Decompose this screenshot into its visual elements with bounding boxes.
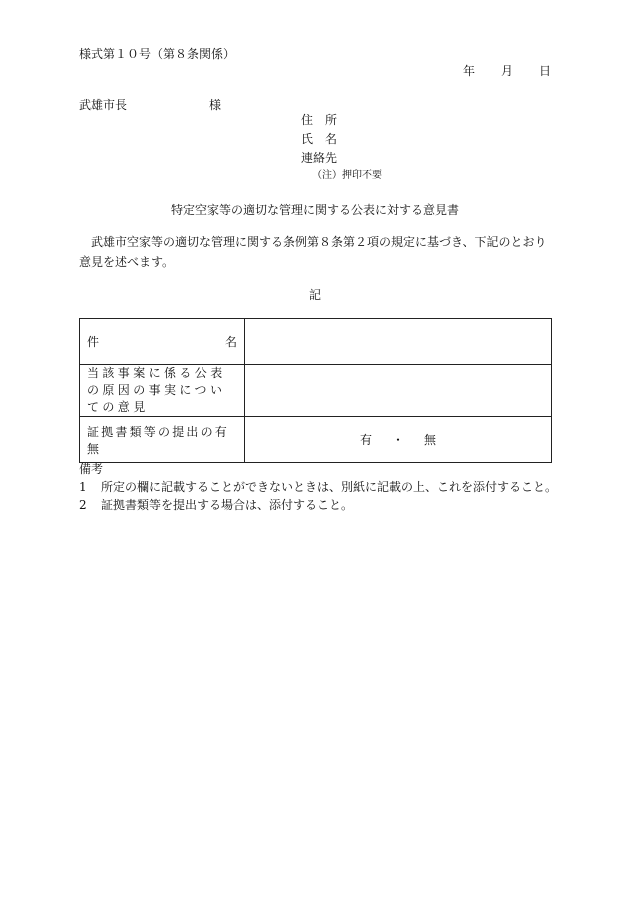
remarks-heading: 備考 [79, 462, 104, 476]
addressee [79, 96, 221, 113]
addressee-name: 武雄市長 [79, 98, 128, 112]
remark-text: 証拠書類等を提出する場合は、添付すること。 [101, 498, 354, 512]
date-month-label: 月 [501, 64, 514, 78]
list-item [79, 496, 557, 514]
remark-text: 所定の欄に記載することができないときは、別紙に記載の上、これを添付すること。 [101, 480, 558, 494]
date-day-label: 日 [539, 64, 552, 78]
form-number: 様式第１０号（第８条関係） [79, 47, 236, 61]
table-row [80, 319, 552, 365]
evidence-label: 証拠書類等の提出の有無 [87, 424, 230, 456]
subject-label-cell [80, 319, 245, 365]
list-item [79, 478, 557, 496]
document-title: 特定空家等の適切な管理に関する公表に対する意見書 [170, 203, 459, 217]
date-year-label: 年 [463, 64, 476, 78]
table-row [80, 417, 552, 463]
remark-number: 1 [79, 480, 87, 494]
opinion-label: 当該事案に係る公表の原因の事実についての意見 [87, 366, 226, 414]
remark-number: 2 [79, 498, 87, 512]
evidence-choice-cell [245, 417, 552, 463]
seal-note: （注）押印不要 [312, 170, 382, 181]
contact-label: 連絡先 [301, 151, 338, 165]
table-row [80, 365, 552, 417]
name-label: 氏名 [301, 132, 350, 146]
evidence-no-option[interactable]: 無 [424, 433, 437, 447]
subject-label-a: 件 [87, 335, 100, 349]
date-line [463, 62, 551, 79]
evidence-yes-option[interactable]: 有 [359, 433, 372, 447]
ki-heading: 記 [308, 288, 321, 302]
evidence-separator: ・ [391, 433, 404, 447]
subject-input-cell[interactable] [245, 319, 552, 365]
opinion-label-cell [80, 365, 245, 417]
evidence-label-cell [80, 417, 245, 463]
address-label: 住所 [301, 113, 350, 127]
subject-label-b: 名 [224, 335, 237, 349]
applicant-block [301, 111, 349, 168]
opinion-input-cell[interactable] [245, 365, 552, 417]
body-text: 武雄市空家等の適切な管理に関する条例第８条第２項の規定に基づき、下記のとおり意見を述べます。 [79, 235, 547, 269]
detail-table [79, 318, 552, 463]
remarks [79, 460, 557, 514]
addressee-honorific: 様 [209, 98, 222, 112]
